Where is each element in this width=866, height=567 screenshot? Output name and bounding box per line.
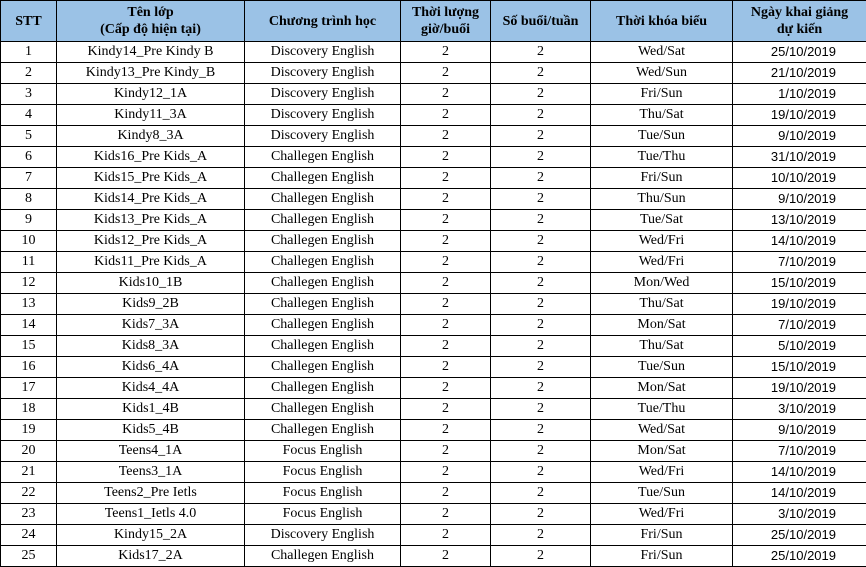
table-row xyxy=(1,42,866,63)
table-row xyxy=(1,483,866,504)
table-row xyxy=(1,252,866,273)
cell-duration: 2 xyxy=(401,168,491,189)
cell-stt: 25 xyxy=(1,546,57,567)
table-row xyxy=(1,504,866,525)
header-duration: Thời lượng giờ/buổi xyxy=(401,1,491,42)
cell-program: Focus English xyxy=(245,462,401,483)
cell-class-name: Kids4_4A xyxy=(57,378,245,399)
cell-timetable: Wed/Fri xyxy=(591,504,733,525)
cell-duration: 2 xyxy=(401,147,491,168)
cell-sessions: 2 xyxy=(491,336,591,357)
cell-stt: 13 xyxy=(1,294,57,315)
cell-sessions: 2 xyxy=(491,399,591,420)
cell-start-date: 25/10/2019 xyxy=(733,546,866,567)
cell-stt: 23 xyxy=(1,504,57,525)
cell-timetable: Fri/Sun xyxy=(591,546,733,567)
cell-timetable: Fri/Sun xyxy=(591,525,733,546)
cell-start-date: 7/10/2019 xyxy=(733,441,866,462)
cell-program: Discovery English xyxy=(245,42,401,63)
cell-sessions: 2 xyxy=(491,525,591,546)
table-row xyxy=(1,84,866,105)
cell-program: Discovery English xyxy=(245,63,401,84)
cell-start-date: 15/10/2019 xyxy=(733,357,866,378)
cell-timetable: Mon/Wed xyxy=(591,273,733,294)
cell-duration: 2 xyxy=(401,462,491,483)
cell-class-name: Kindy12_1A xyxy=(57,84,245,105)
cell-timetable: Fri/Sun xyxy=(591,84,733,105)
header-sessions-per-week: Số buổi/tuần xyxy=(491,1,591,42)
cell-class-name: Kids1_4B xyxy=(57,399,245,420)
cell-stt: 20 xyxy=(1,441,57,462)
cell-class-name: Kindy15_2A xyxy=(57,525,245,546)
table-row xyxy=(1,189,866,210)
cell-program: Challegen English xyxy=(245,252,401,273)
cell-stt: 22 xyxy=(1,483,57,504)
cell-stt: 12 xyxy=(1,273,57,294)
cell-duration: 2 xyxy=(401,252,491,273)
cell-timetable: Tue/Sun xyxy=(591,126,733,147)
cell-program: Challegen English xyxy=(245,315,401,336)
cell-start-date: 1/10/2019 xyxy=(733,84,866,105)
table-row xyxy=(1,168,866,189)
cell-start-date: 19/10/2019 xyxy=(733,105,866,126)
cell-timetable: Wed/Sat xyxy=(591,42,733,63)
cell-stt: 17 xyxy=(1,378,57,399)
cell-sessions: 2 xyxy=(491,315,591,336)
cell-start-date: 9/10/2019 xyxy=(733,126,866,147)
table-row xyxy=(1,210,866,231)
cell-timetable: Thu/Sat xyxy=(591,105,733,126)
cell-program: Challegen English xyxy=(245,294,401,315)
table-row xyxy=(1,546,866,567)
cell-start-date: 3/10/2019 xyxy=(733,504,866,525)
cell-class-name: Teens3_1A xyxy=(57,462,245,483)
cell-timetable: Fri/Sun xyxy=(591,168,733,189)
cell-class-name: Teens2_Pre Ietls xyxy=(57,483,245,504)
cell-duration: 2 xyxy=(401,231,491,252)
cell-sessions: 2 xyxy=(491,189,591,210)
cell-class-name: Kindy11_3A xyxy=(57,105,245,126)
cell-stt: 1 xyxy=(1,42,57,63)
cell-timetable: Tue/Sun xyxy=(591,483,733,504)
cell-start-date: 3/10/2019 xyxy=(733,399,866,420)
cell-stt: 5 xyxy=(1,126,57,147)
cell-duration: 2 xyxy=(401,273,491,294)
cell-duration: 2 xyxy=(401,336,491,357)
cell-sessions: 2 xyxy=(491,126,591,147)
cell-stt: 14 xyxy=(1,315,57,336)
cell-class-name: Kids7_3A xyxy=(57,315,245,336)
table-row xyxy=(1,357,866,378)
cell-class-name: Kindy14_Pre Kindy B xyxy=(57,42,245,63)
cell-start-date: 9/10/2019 xyxy=(733,189,866,210)
cell-start-date: 19/10/2019 xyxy=(733,294,866,315)
cell-start-date: 25/10/2019 xyxy=(733,42,866,63)
cell-stt: 8 xyxy=(1,189,57,210)
cell-timetable: Wed/Sun xyxy=(591,63,733,84)
cell-duration: 2 xyxy=(401,42,491,63)
cell-duration: 2 xyxy=(401,357,491,378)
cell-timetable: Wed/Fri xyxy=(591,462,733,483)
cell-class-name: Kindy8_3A xyxy=(57,126,245,147)
cell-duration: 2 xyxy=(401,399,491,420)
cell-program: Challegen English xyxy=(245,189,401,210)
cell-duration: 2 xyxy=(401,126,491,147)
cell-duration: 2 xyxy=(401,420,491,441)
cell-program: Challegen English xyxy=(245,168,401,189)
cell-stt: 9 xyxy=(1,210,57,231)
cell-sessions: 2 xyxy=(491,42,591,63)
table-row xyxy=(1,105,866,126)
cell-program: Challegen English xyxy=(245,210,401,231)
cell-duration: 2 xyxy=(401,105,491,126)
cell-duration: 2 xyxy=(401,504,491,525)
cell-stt: 21 xyxy=(1,462,57,483)
cell-program: Focus English xyxy=(245,483,401,504)
cell-start-date: 7/10/2019 xyxy=(733,315,866,336)
cell-timetable: Tue/Sat xyxy=(591,210,733,231)
cell-start-date: 9/10/2019 xyxy=(733,420,866,441)
cell-program: Challegen English xyxy=(245,378,401,399)
table-row xyxy=(1,441,866,462)
cell-sessions: 2 xyxy=(491,273,591,294)
header-class-name: Tên lớp (Cấp độ hiện tại) xyxy=(57,1,245,42)
table-row xyxy=(1,273,866,294)
cell-duration: 2 xyxy=(401,189,491,210)
cell-stt: 3 xyxy=(1,84,57,105)
cell-duration: 2 xyxy=(401,294,491,315)
cell-duration: 2 xyxy=(401,63,491,84)
table-row xyxy=(1,315,866,336)
table-row xyxy=(1,147,866,168)
cell-timetable: Wed/Fri xyxy=(591,231,733,252)
cell-timetable: Tue/Sun xyxy=(591,357,733,378)
cell-sessions: 2 xyxy=(491,147,591,168)
cell-timetable: Mon/Sat xyxy=(591,441,733,462)
cell-timetable: Tue/Thu xyxy=(591,147,733,168)
cell-start-date: 5/10/2019 xyxy=(733,336,866,357)
cell-timetable: Tue/Thu xyxy=(591,399,733,420)
header-program: Chương trình học xyxy=(245,1,401,42)
cell-class-name: Kids9_2B xyxy=(57,294,245,315)
cell-class-name: Kids10_1B xyxy=(57,273,245,294)
cell-timetable: Wed/Sat xyxy=(591,420,733,441)
cell-sessions: 2 xyxy=(491,168,591,189)
table-row xyxy=(1,126,866,147)
cell-program: Challegen English xyxy=(245,420,401,441)
cell-stt: 15 xyxy=(1,336,57,357)
cell-program: Challegen English xyxy=(245,147,401,168)
cell-duration: 2 xyxy=(401,378,491,399)
cell-start-date: 19/10/2019 xyxy=(733,378,866,399)
cell-class-name: Kids8_3A xyxy=(57,336,245,357)
cell-stt: 24 xyxy=(1,525,57,546)
header-start-date: Ngày khai giảng dự kiến xyxy=(733,1,866,42)
cell-duration: 2 xyxy=(401,525,491,546)
cell-class-name: Kids11_Pre Kids_A xyxy=(57,252,245,273)
cell-sessions: 2 xyxy=(491,210,591,231)
cell-start-date: 10/10/2019 xyxy=(733,168,866,189)
cell-class-name: Kids16_Pre Kids_A xyxy=(57,147,245,168)
table-row xyxy=(1,231,866,252)
cell-start-date: 15/10/2019 xyxy=(733,273,866,294)
cell-duration: 2 xyxy=(401,210,491,231)
cell-duration: 2 xyxy=(401,441,491,462)
cell-sessions: 2 xyxy=(491,84,591,105)
cell-program: Challegen English xyxy=(245,399,401,420)
cell-sessions: 2 xyxy=(491,105,591,126)
header-stt: STT xyxy=(1,1,57,42)
cell-stt: 18 xyxy=(1,399,57,420)
cell-sessions: 2 xyxy=(491,462,591,483)
header-row xyxy=(1,1,866,42)
cell-program: Discovery English xyxy=(245,525,401,546)
cell-program: Discovery English xyxy=(245,84,401,105)
cell-program: Challegen English xyxy=(245,336,401,357)
cell-start-date: 14/10/2019 xyxy=(733,483,866,504)
cell-duration: 2 xyxy=(401,483,491,504)
cell-class-name: Teens1_Ietls 4.0 xyxy=(57,504,245,525)
table-row xyxy=(1,399,866,420)
cell-sessions: 2 xyxy=(491,504,591,525)
cell-sessions: 2 xyxy=(491,546,591,567)
table-row xyxy=(1,378,866,399)
cell-sessions: 2 xyxy=(491,294,591,315)
table-row xyxy=(1,525,866,546)
cell-timetable: Mon/Sat xyxy=(591,378,733,399)
cell-class-name: Teens4_1A xyxy=(57,441,245,462)
cell-stt: 7 xyxy=(1,168,57,189)
table-row xyxy=(1,294,866,315)
cell-stt: 2 xyxy=(1,63,57,84)
table-row xyxy=(1,462,866,483)
cell-program: Challegen English xyxy=(245,231,401,252)
cell-sessions: 2 xyxy=(491,252,591,273)
cell-start-date: 13/10/2019 xyxy=(733,210,866,231)
cell-start-date: 14/10/2019 xyxy=(733,231,866,252)
cell-sessions: 2 xyxy=(491,231,591,252)
cell-sessions: 2 xyxy=(491,357,591,378)
cell-start-date: 14/10/2019 xyxy=(733,462,866,483)
cell-sessions: 2 xyxy=(491,483,591,504)
cell-duration: 2 xyxy=(401,546,491,567)
cell-timetable: Thu/Sat xyxy=(591,336,733,357)
cell-stt: 16 xyxy=(1,357,57,378)
cell-sessions: 2 xyxy=(491,63,591,84)
cell-timetable: Mon/Sat xyxy=(591,315,733,336)
cell-class-name: Kids14_Pre Kids_A xyxy=(57,189,245,210)
cell-program: Discovery English xyxy=(245,105,401,126)
table-row xyxy=(1,336,866,357)
cell-class-name: Kids15_Pre Kids_A xyxy=(57,168,245,189)
cell-program: Challegen English xyxy=(245,273,401,294)
cell-timetable: Thu/Sun xyxy=(591,189,733,210)
cell-sessions: 2 xyxy=(491,420,591,441)
cell-start-date: 21/10/2019 xyxy=(733,63,866,84)
cell-stt: 4 xyxy=(1,105,57,126)
cell-start-date: 25/10/2019 xyxy=(733,525,866,546)
cell-stt: 11 xyxy=(1,252,57,273)
cell-class-name: Kids6_4A xyxy=(57,357,245,378)
cell-timetable: Thu/Sat xyxy=(591,294,733,315)
cell-class-name: Kids13_Pre Kids_A xyxy=(57,210,245,231)
cell-stt: 6 xyxy=(1,147,57,168)
cell-class-name: Kids5_4B xyxy=(57,420,245,441)
cell-start-date: 31/10/2019 xyxy=(733,147,866,168)
cell-program: Focus English xyxy=(245,504,401,525)
cell-stt: 19 xyxy=(1,420,57,441)
table-row xyxy=(1,420,866,441)
cell-program: Discovery English xyxy=(245,126,401,147)
cell-class-name: Kindy13_Pre Kindy_B xyxy=(57,63,245,84)
cell-sessions: 2 xyxy=(491,378,591,399)
cell-timetable: Wed/Fri xyxy=(591,252,733,273)
cell-duration: 2 xyxy=(401,315,491,336)
cell-program: Challegen English xyxy=(245,546,401,567)
header-timetable: Thời khóa biểu xyxy=(591,1,733,42)
cell-duration: 2 xyxy=(401,84,491,105)
cell-start-date: 7/10/2019 xyxy=(733,252,866,273)
cell-stt: 10 xyxy=(1,231,57,252)
cell-program: Challegen English xyxy=(245,357,401,378)
cell-class-name: Kids12_Pre Kids_A xyxy=(57,231,245,252)
cell-class-name: Kids17_2A xyxy=(57,546,245,567)
table-row xyxy=(1,63,866,84)
cell-program: Focus English xyxy=(245,441,401,462)
cell-sessions: 2 xyxy=(491,441,591,462)
